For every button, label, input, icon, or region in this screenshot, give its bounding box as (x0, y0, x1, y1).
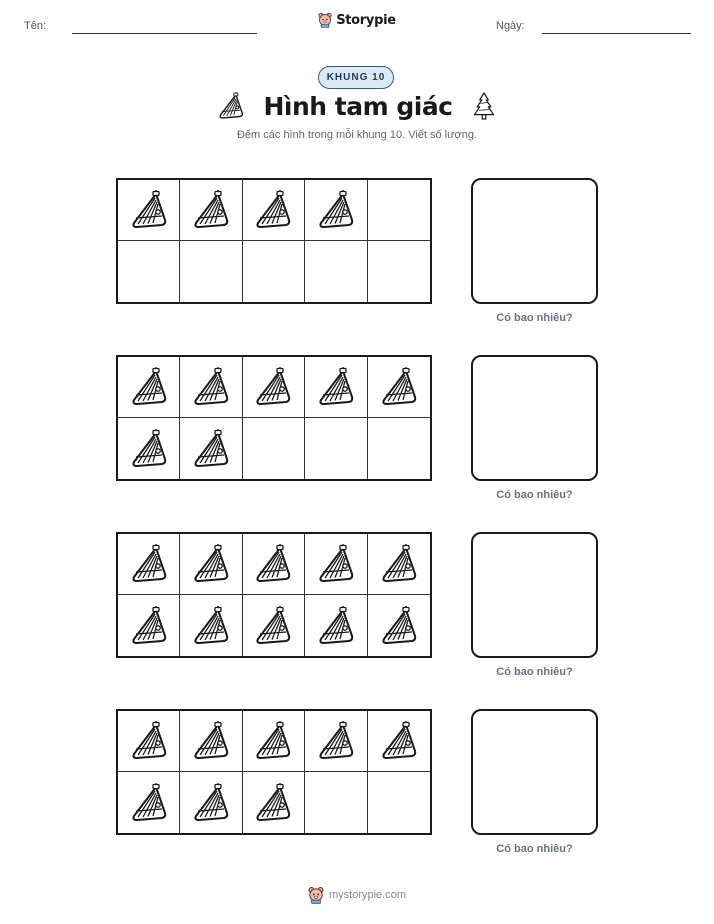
triangle-harp-icon (129, 429, 169, 469)
triangle-harp-icon (129, 606, 169, 646)
frame-cell (368, 711, 430, 772)
frame-cell (305, 241, 367, 302)
frame-cell (368, 180, 430, 241)
frame-cell (368, 595, 430, 656)
frame-cell (243, 418, 305, 479)
triangle-harp-icon (191, 606, 231, 646)
frame-cell (243, 534, 305, 595)
triangle-harp-icon (191, 429, 231, 469)
frame-cell (305, 418, 367, 479)
ten-frame-3 (116, 532, 432, 658)
pine-tree-icon (471, 91, 497, 121)
frame-cell (118, 595, 180, 656)
question-label-2: Có bao nhiêu? (496, 489, 573, 501)
frame-cell (305, 772, 367, 833)
triangle-harp-icon (217, 92, 245, 120)
frame-cell (180, 357, 242, 418)
answer-box-4[interactable] (471, 709, 598, 835)
question-label-1: Có bao nhiêu? (496, 312, 573, 324)
frame-cell (118, 418, 180, 479)
frame-badge: KHUNG 10 (318, 66, 394, 89)
triangle-harp-icon (379, 544, 419, 584)
name-label: Tên: (24, 20, 47, 32)
frame-cell (180, 418, 242, 479)
answer-box-3[interactable] (471, 532, 598, 658)
frame-cell (118, 534, 180, 595)
frame-cell (118, 241, 180, 302)
footer (0, 886, 714, 904)
frame-cell (243, 772, 305, 833)
triangle-harp-icon (316, 190, 356, 230)
title-row (0, 91, 714, 121)
brand (0, 12, 714, 28)
frame-cell (305, 357, 367, 418)
triangle-harp-icon (253, 783, 293, 823)
answer-box-2[interactable] (471, 355, 598, 481)
question-label-4: Có bao nhiêu? (496, 843, 573, 855)
frame-cell (180, 241, 242, 302)
triangle-harp-icon (316, 544, 356, 584)
triangle-harp-icon (316, 721, 356, 761)
frame-cell (368, 357, 430, 418)
frame-cell (243, 241, 305, 302)
frame-cell (180, 595, 242, 656)
date-label: Ngày: (496, 20, 525, 32)
brand-name: Storypie (336, 12, 396, 28)
frame-cell (305, 711, 367, 772)
triangle-harp-icon (253, 606, 293, 646)
frame-cell (180, 534, 242, 595)
frame-cell (305, 180, 367, 241)
frame-cell (180, 772, 242, 833)
frame-cell (368, 534, 430, 595)
triangle-harp-icon (129, 367, 169, 407)
frame-cell (243, 180, 305, 241)
frame-cell (243, 595, 305, 656)
answer-box-1[interactable] (471, 178, 598, 304)
frame-cell (305, 534, 367, 595)
ten-frame-1 (116, 178, 432, 304)
page-title: Hình tam giác (263, 91, 453, 121)
triangle-harp-icon (316, 606, 356, 646)
frame-cell (368, 418, 430, 479)
name-line[interactable] (72, 33, 257, 34)
triangle-harp-icon (253, 721, 293, 761)
triangle-harp-icon (191, 544, 231, 584)
frame-cell (118, 772, 180, 833)
triangle-harp-icon (129, 783, 169, 823)
footer-url: mystorypie.com (328, 889, 407, 901)
frame-cell (368, 772, 430, 833)
frame-cell (180, 180, 242, 241)
triangle-harp-icon (253, 367, 293, 407)
frame-cell (118, 711, 180, 772)
frame-cell (118, 357, 180, 418)
ten-frame-4 (116, 709, 432, 835)
triangle-harp-icon (379, 367, 419, 407)
frame-cell (305, 595, 367, 656)
triangle-harp-icon (253, 544, 293, 584)
triangle-harp-icon (129, 544, 169, 584)
triangle-harp-icon (191, 721, 231, 761)
frame-cell (368, 241, 430, 302)
frame-cell (118, 180, 180, 241)
question-label-3: Có bao nhiêu? (496, 666, 573, 678)
triangle-harp-icon (129, 190, 169, 230)
date-line[interactable] (542, 33, 691, 34)
triangle-harp-icon (191, 367, 231, 407)
triangle-harp-icon (253, 190, 293, 230)
frame-cell (243, 357, 305, 418)
triangle-harp-icon (316, 367, 356, 407)
bear-logo-icon (308, 886, 324, 904)
triangle-harp-icon (129, 721, 169, 761)
triangle-harp-icon (191, 783, 231, 823)
bear-logo-icon (318, 12, 332, 28)
triangle-harp-icon (379, 606, 419, 646)
ten-frame-2 (116, 355, 432, 481)
frame-cell (180, 711, 242, 772)
triangle-harp-icon (191, 190, 231, 230)
triangle-harp-icon (379, 721, 419, 761)
instructions: Đếm các hình trong mỗi khung 10. Viết số lượng. (236, 129, 477, 141)
frame-cell (243, 711, 305, 772)
